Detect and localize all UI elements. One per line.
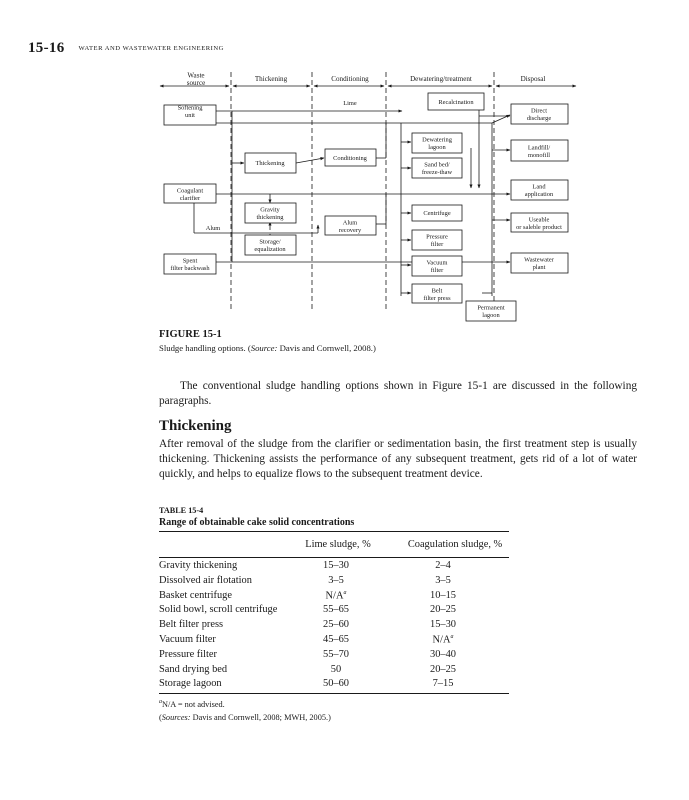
box-land-application: Land application: [524, 183, 554, 198]
box-direct-discharge: Direct discharge: [526, 107, 552, 122]
lime-value: 50: [330, 663, 342, 675]
section-heading: Thickening: [159, 418, 232, 434]
figure-caption-source: Davis and Cornwell, 2008.): [279, 343, 376, 353]
table-sources: (Sources: Davis and Cornwell, 2008; MWH, 2005.): [159, 713, 331, 722]
coagulation-value: 7–15: [432, 678, 454, 690]
column-header-coagulation: Coagulation sludge, %: [407, 539, 503, 550]
row-label: Pressure filter: [159, 648, 217, 660]
figure-caption: FIGURE 15-1 Sludge handling options. (Source: Davis and Cornwell, 2008.): [159, 329, 376, 353]
lime-value: 55–70: [323, 648, 349, 660]
box-softening-unit: Softening unit: [177, 104, 203, 119]
box-vacuum-filter: Vacuum filter: [426, 259, 448, 274]
lime-value: 45–65: [323, 633, 349, 645]
row-label: Solid bowl, scroll centrifuge: [159, 604, 278, 616]
row-label: Belt filter press: [159, 619, 224, 631]
table-sources-text: Davis and Cornwell, 2008; MWH, 2005.): [192, 713, 331, 722]
table-footnote: [159, 699, 225, 709]
coagulation-value: 3–5: [435, 574, 451, 586]
stage-conditioning: Conditioning: [331, 75, 369, 83]
footnote-text: N/A = not advised.: [162, 699, 225, 709]
row-label: Gravity thickening: [159, 560, 238, 571]
flow-label-lime: Lime: [343, 100, 357, 107]
box-spent-filter-backwash: Spent filter backwash: [170, 257, 210, 272]
coagulation-value: 15–30: [430, 619, 456, 631]
column-header-lime: Lime sludge, %: [305, 539, 371, 550]
section-paragraph: After removal of the sludge from the clarifier or sedimentation basin, the first treatment step is usually thickening. Thickening assists the performance of any subsequent treatment, gets rid of a lot of water quickly, and helps to equalize flows to the subsequent treatment device.: [159, 438, 637, 480]
lime-value: 25–60: [323, 619, 349, 631]
coagulation-value: 10–15: [430, 589, 456, 601]
coagulation-value: 20–25: [430, 663, 456, 675]
box-coagulant-clarifier: Coagulant clarifier: [176, 187, 204, 202]
box-permanent-lagoon: Permanent lagoon: [477, 304, 505, 319]
table-rule-top: [159, 531, 509, 532]
table-row: [159, 574, 509, 589]
row-label: Dissolved air flotation: [159, 574, 252, 586]
box-sand-bed: Sand bed/ freeze-thaw: [421, 161, 453, 176]
box-pressure-filter: Pressure filter: [426, 233, 448, 248]
row-label: Vacuum filter: [159, 633, 216, 645]
coagulation-value: 2–4: [435, 560, 451, 571]
stage-waste-source: Waste source: [186, 71, 206, 87]
coagulation-value: 20–25: [430, 604, 456, 616]
table-row: [159, 589, 509, 604]
box-dewatering-lagoon: Dewatering lagoon: [422, 136, 452, 151]
table-title: Range of obtainable cake solid concentrations: [159, 517, 355, 528]
table-row: [159, 663, 509, 678]
box-centrifuge: Centrifuge: [423, 210, 451, 217]
lime-value: 50–60: [323, 678, 349, 690]
box-alum-recovery: Alum recovery: [338, 219, 362, 234]
intro-paragraph: The conventional sludge handling options shown in Figure 15-1 are discussed in the following paragraphs.: [159, 380, 637, 407]
table-row: [159, 618, 509, 633]
table-rule-mid: [159, 557, 509, 558]
figure-caption-source-label: Source:: [250, 343, 278, 353]
box-belt-filter-press: Belt filter press: [423, 287, 451, 302]
coagulation-value: 30–40: [430, 648, 456, 660]
box-gravity-thickening: Gravity thickening: [256, 206, 284, 221]
box-thickening: Thickening: [255, 160, 285, 167]
lime-value: 3–5: [328, 574, 344, 586]
row-label: Basket centrifuge: [159, 589, 232, 601]
row-label: Sand drying bed: [159, 663, 228, 675]
sludge-handling-diagram: [0, 0, 689, 330]
box-recalcination: Recalcination: [438, 99, 474, 106]
lime-value: 15–30: [323, 560, 349, 571]
lime-value: 55–65: [323, 604, 349, 616]
box-useable-product: Useable or saleble product: [516, 216, 562, 231]
footnote-ref: a: [343, 589, 347, 596]
footnote-ref: a: [450, 633, 454, 640]
table-row: [159, 633, 509, 648]
table-row: [159, 559, 509, 574]
row-label: Storage lagoon: [159, 678, 222, 690]
table-row: [159, 603, 509, 618]
stage-thickening: Thickening: [254, 75, 288, 83]
figure-label: FIGURE 15-1: [159, 329, 222, 340]
box-storage-equalization: Storage/ equalization: [254, 238, 286, 253]
footnote-mark: a: [159, 699, 162, 705]
running-head: WATER AND WASTEWATER ENGINEERING: [78, 45, 224, 52]
figure-caption-text: Sludge handling options.: [159, 343, 246, 353]
coagulation-value: $N/A^a$: [432, 633, 454, 646]
stage-dewatering: Dewatering/treatment: [410, 75, 472, 83]
table-label: TABLE 15-4: [159, 506, 204, 515]
table-sources-label: Sources:: [161, 713, 191, 722]
box-landfill-monofill: Landfill/ monofill: [527, 144, 551, 159]
table-row: [159, 677, 509, 692]
table-row: [159, 648, 509, 663]
table-rule-bottom: [159, 693, 509, 694]
flow-label-alum: Alum: [205, 225, 221, 232]
page-number: 15-16: [28, 40, 65, 56]
table-body: [159, 559, 509, 692]
stage-disposal: Disposal: [520, 75, 546, 83]
box-wastewater-plant: Wastewater plant: [524, 256, 554, 271]
box-conditioning: Conditioning: [333, 155, 367, 162]
lime-value: $N/A^a$: [325, 589, 347, 602]
